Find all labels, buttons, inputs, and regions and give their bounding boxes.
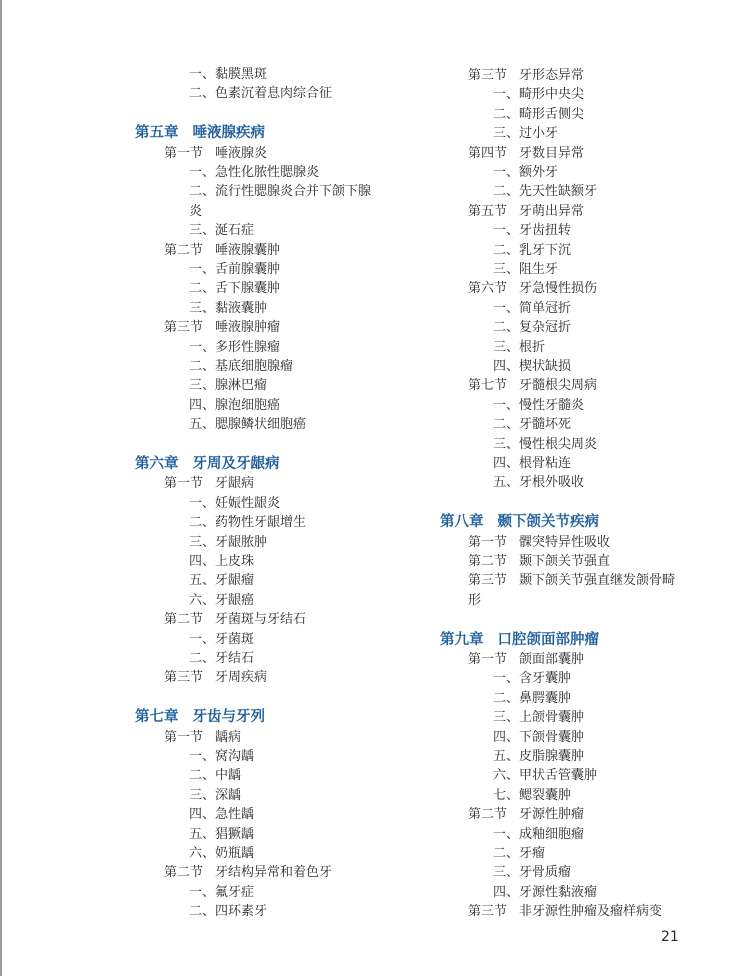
section-number: 第一节 bbox=[164, 729, 204, 745]
section-title: 牙急慢性损伤 bbox=[519, 281, 598, 297]
toc-item: 二、基底细胞腺瘤 bbox=[189, 359, 294, 374]
section-heading bbox=[468, 650, 584, 669]
section-number: 第一节 bbox=[468, 534, 508, 550]
toc-item: 六、甲状舌管囊肿 bbox=[493, 768, 598, 784]
toc-item: 三、牙龈脓肿 bbox=[189, 534, 268, 550]
chapter-title: 口腔颌面部肿瘤 bbox=[497, 631, 599, 648]
toc-item: 二、牙髓坏死 bbox=[493, 417, 572, 433]
toc-item: 三、阻生牙 bbox=[493, 262, 559, 277]
section-number: 第二节 bbox=[164, 242, 204, 258]
section-title: 牙结构异常和着色牙 bbox=[215, 865, 333, 881]
toc-item: 四、牙源性黏液瘤 bbox=[493, 884, 598, 900]
toc-item: 二、乳牙下沉 bbox=[493, 242, 572, 258]
section-heading bbox=[164, 474, 254, 493]
toc-item: 四、下颌骨囊肿 bbox=[493, 729, 585, 745]
toc-item: 二、牙瘤 bbox=[493, 846, 546, 861]
chapter-number: 第八章 bbox=[440, 514, 484, 531]
toc-item: 四、根骨粘连 bbox=[493, 456, 572, 471]
toc-item: 二、色素沉着息肉综合征 bbox=[189, 86, 333, 102]
toc-item: 一、简单冠折 bbox=[493, 300, 572, 316]
section-heading bbox=[468, 533, 610, 552]
section-number: 第六节 bbox=[468, 281, 508, 297]
toc-item: 一、牙菌斑 bbox=[189, 631, 255, 647]
toc-item: 二、先天性缺额牙 bbox=[493, 184, 598, 200]
chapter-heading bbox=[135, 708, 265, 727]
section-heading bbox=[468, 552, 610, 571]
section-number: 第二节 bbox=[164, 865, 204, 881]
toc-item: 五、皮脂腺囊肿 bbox=[493, 749, 585, 764]
section-heading bbox=[468, 376, 597, 395]
toc-item: 三、涎石症 bbox=[189, 223, 255, 239]
chapter-title: 牙齿与牙列 bbox=[192, 709, 265, 726]
chapter-heading bbox=[135, 124, 265, 143]
chapter-number: 第五章 bbox=[135, 125, 179, 142]
toc-item: 六、奶瓶龋 bbox=[189, 846, 255, 861]
section-heading bbox=[468, 279, 597, 298]
toc-item: 五、腮腺鳞状细胞癌 bbox=[189, 417, 307, 433]
section-title: 牙周疾病 bbox=[215, 670, 268, 686]
section-number: 第三节 bbox=[468, 904, 508, 920]
section-heading bbox=[164, 241, 280, 260]
toc-item: 二、流行性腮腺炎合并下颌下腺 bbox=[189, 184, 372, 200]
toc-item: 一、黏膜黑斑 bbox=[189, 67, 268, 82]
toc-item: 一、畸形中央尖 bbox=[493, 87, 585, 103]
section-heading bbox=[468, 144, 584, 163]
toc-item: 三、腺淋巴瘤 bbox=[189, 378, 268, 394]
section-number: 第一节 bbox=[164, 476, 204, 492]
section-title: 唾液腺囊肿 bbox=[215, 242, 281, 258]
toc-item: 一、慢性牙髓炎 bbox=[493, 397, 585, 413]
toc-item: 六、牙龈癌 bbox=[189, 592, 255, 608]
chapter-number: 第六章 bbox=[135, 456, 179, 472]
chapter-title: 唾液腺疾病 bbox=[192, 125, 265, 142]
toc-item: 一、牙齿扭转 bbox=[493, 223, 572, 239]
toc-item: 二、中龋 bbox=[189, 768, 242, 784]
toc-item: 一、含牙囊肿 bbox=[493, 671, 572, 687]
toc-item: 一、额外牙 bbox=[493, 165, 559, 180]
toc-item: 四、上皮珠 bbox=[189, 554, 255, 569]
toc-item: 三、牙骨质瘤 bbox=[493, 865, 572, 881]
toc-item-continuation: 炎 bbox=[189, 203, 203, 219]
toc-item: 一、成釉细胞瘤 bbox=[493, 826, 585, 842]
section-number: 第二节 bbox=[164, 612, 204, 628]
toc-item: 四、急性龋 bbox=[189, 807, 255, 823]
section-number: 第一节 bbox=[164, 145, 204, 161]
chapter-number: 第七章 bbox=[135, 709, 179, 726]
page-left-border bbox=[0, 0, 2, 976]
toc-item: 三、慢性根尖周炎 bbox=[493, 436, 598, 452]
toc-item: 三、根折 bbox=[493, 339, 546, 355]
section-title: 牙数目异常 bbox=[519, 145, 585, 161]
section-heading bbox=[164, 668, 267, 687]
toc-item: 五、牙龈瘤 bbox=[189, 573, 255, 589]
section-title: 牙菌斑与牙结石 bbox=[215, 612, 307, 628]
toc-item: 二、鼻腭囊肿 bbox=[493, 690, 572, 706]
toc-item: 四、楔状缺损 bbox=[493, 359, 572, 374]
toc-item: 一、氟牙症 bbox=[189, 884, 255, 900]
section-heading bbox=[164, 728, 241, 747]
section-title: 龋病 bbox=[215, 729, 242, 745]
section-title: 牙龈病 bbox=[215, 476, 255, 492]
section-title: 牙源性肿瘤 bbox=[519, 807, 585, 823]
toc-item: 五、牙根外吸收 bbox=[493, 475, 585, 491]
section-number: 第四节 bbox=[468, 145, 508, 161]
section-number: 第三节 bbox=[468, 68, 508, 83]
toc-item: 三、过小牙 bbox=[493, 126, 559, 142]
section-number: 第三节 bbox=[164, 670, 204, 686]
section-title: 髁突特异性吸收 bbox=[519, 534, 611, 550]
section-heading bbox=[468, 202, 584, 221]
section-heading bbox=[468, 902, 662, 921]
section-heading bbox=[468, 571, 675, 590]
section-title: 牙髓根尖周病 bbox=[519, 378, 598, 394]
section-title: 牙萌出异常 bbox=[519, 203, 585, 219]
chapter-heading bbox=[135, 455, 280, 474]
toc-item: 二、舌下腺囊肿 bbox=[189, 281, 281, 297]
section-number: 第三节 bbox=[468, 573, 508, 589]
section-number: 第五节 bbox=[468, 203, 508, 219]
toc-item: 二、畸形舌侧尖 bbox=[493, 106, 585, 122]
toc-item: 二、药物性牙龈增生 bbox=[189, 515, 307, 531]
toc-item: 二、牙结石 bbox=[189, 651, 255, 666]
toc-item: 二、四环素牙 bbox=[189, 904, 268, 920]
chapter-heading bbox=[440, 513, 599, 532]
section-title: 颌面部囊肿 bbox=[519, 652, 585, 667]
section-number: 第七节 bbox=[468, 378, 508, 394]
section-title: 非牙源性肿瘤及瘤样病变 bbox=[519, 904, 663, 920]
toc-item: 三、上颌骨囊肿 bbox=[493, 710, 585, 726]
section-heading bbox=[164, 144, 267, 163]
section-heading bbox=[164, 863, 332, 882]
toc-item: 一、舌前腺囊肿 bbox=[189, 262, 281, 277]
section-heading bbox=[468, 66, 584, 85]
section-heading bbox=[164, 318, 280, 337]
section-heading bbox=[164, 610, 306, 629]
toc-item: 一、窝沟龋 bbox=[189, 749, 255, 764]
toc-item: 五、猖獗龋 bbox=[189, 826, 255, 842]
section-title: 颞下颌关节强直继发颌骨畸 bbox=[519, 573, 676, 589]
section-number: 第三节 bbox=[164, 320, 204, 336]
page-number: 21 bbox=[661, 929, 679, 945]
chapter-number: 第九章 bbox=[440, 631, 484, 648]
chapter-title: 颞下颌关节疾病 bbox=[497, 514, 599, 531]
toc-item: 二、复杂冠折 bbox=[493, 320, 572, 336]
toc-item: 一、急性化脓性腮腺炎 bbox=[189, 165, 320, 180]
section-title: 牙形态异常 bbox=[519, 68, 585, 83]
section-number: 第二节 bbox=[468, 807, 508, 823]
toc-item: 一、妊娠性龈炎 bbox=[189, 495, 281, 511]
toc-item: 七、鳃裂囊肿 bbox=[493, 787, 572, 803]
toc-item: 三、深龋 bbox=[189, 787, 242, 803]
section-title: 唾液腺炎 bbox=[215, 145, 268, 161]
chapter-heading bbox=[440, 631, 599, 650]
section-title: 颞下颌关节强直 bbox=[519, 554, 611, 569]
chapter-title: 牙周及牙龈病 bbox=[192, 456, 280, 472]
toc-item: 一、多形性腺瘤 bbox=[189, 339, 281, 355]
section-heading bbox=[468, 805, 584, 824]
toc-item-continuation: 形 bbox=[468, 592, 482, 608]
section-number: 第一节 bbox=[468, 652, 508, 667]
section-number: 第二节 bbox=[468, 554, 508, 569]
section-title: 唾液腺肿瘤 bbox=[215, 320, 281, 336]
toc-item: 四、腺泡细胞癌 bbox=[189, 397, 281, 413]
toc-item: 三、黏液囊肿 bbox=[189, 300, 268, 316]
